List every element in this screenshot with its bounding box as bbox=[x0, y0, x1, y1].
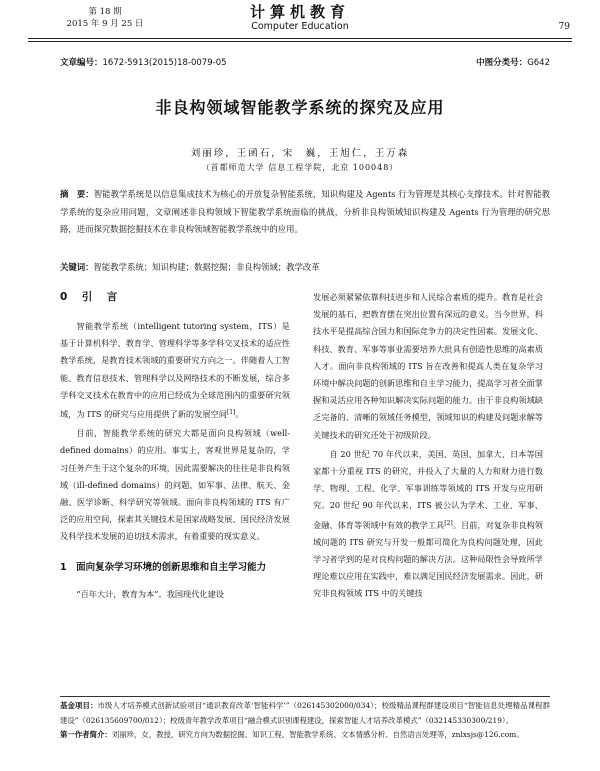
intro-paragraph-1-end: 。 bbox=[235, 409, 244, 420]
article-id-value: 1672-5913(2015)18-0079-05 bbox=[102, 58, 227, 68]
intro-paragraph-2: 目前，智能教学系统的研究大都是面向良构领域（well-defined domains）的应用。事实上，客观世界是复杂的，学习任务产生于这个复杂的环境，因此需要解决的往往是非良构领域（ill-defined domains）的问题，如军事、法律、航天、金融、医学诊断、科学研究等领域。面向非良构领域的 ITS 有广泛的应用空间，探索其关键技术是国家战略发展、国民经济发展及科学技术发展的迫切技术需求，有着重要的现实意义。 bbox=[60, 428, 290, 542]
journal-name-cn: 计算机教育 bbox=[249, 3, 350, 21]
footnote-rule bbox=[60, 696, 550, 697]
section-heading-intro: 0 引 言 bbox=[60, 291, 120, 303]
abstract bbox=[60, 186, 550, 239]
issue-number: 第 18 期 bbox=[88, 7, 122, 17]
author-bio-label: 第一作者简介： bbox=[60, 730, 112, 740]
section-1-paragraph-1: “百年大计，教育为本”。我国现代化建设 bbox=[76, 588, 224, 599]
fund-label: 基金项目： bbox=[60, 701, 98, 710]
clc-number bbox=[476, 56, 550, 68]
article-id-label: 文章编号： bbox=[60, 58, 103, 68]
paper-title: 非良构领域智能教学系统的探究及应用 bbox=[155, 98, 445, 117]
clc-label: 中图分类号： bbox=[476, 58, 528, 68]
author-bio-text: 刘丽珍，女，教授，研究方向为数据挖掘、知识工程、智能教学系统、文本情感分析、自然语言处理等，znlxsjs@126.com。 bbox=[111, 730, 524, 740]
section-1-paragraph-2 bbox=[313, 446, 543, 603]
journal-name-en: Computer Education bbox=[251, 21, 349, 32]
right-column bbox=[313, 289, 543, 603]
author-footnote bbox=[60, 728, 550, 743]
page-number: 79 bbox=[558, 22, 570, 32]
fund-text: 市级人才培养模式创新试验项目“通识教育改革‘智能科学’”（026145302000/034）；校级精品课程群建设项目“智能信息处理精品课程群建设”（026135609700/012）；校级青年教学改革项目“融合模式识别课程建设，探索智能人才培养改革模式”（032145330300/219）。 bbox=[60, 701, 550, 725]
keywords-label: 关键词： bbox=[60, 262, 94, 272]
issue-date: 2015 年 9 月 25 日 bbox=[66, 19, 144, 29]
header-rule-thin bbox=[28, 41, 572, 42]
author-list: 刘丽珍，王函石，宋 巍，王旭仁，王万森 bbox=[190, 148, 410, 159]
abstract-label: 摘 要： bbox=[60, 189, 94, 199]
section-1-paragraph-2-text: 自 20 世纪 70 年代以来，美国、英国、加拿大、日本等国家都十分重视 ITS 的研究，并投入了大量的人力和财力进行数学、物理、工程、化学、军事训练等领域的 ITS 开发与应用研究。20 世纪 90 年代以来，ITS 被公认为学术、工业、军事、金融、体育等领域中有效的教学工具 bbox=[313, 448, 543, 530]
keywords-text: 智能教学系统；知识构建；数据挖掘；非良构领域；教学改革 bbox=[93, 262, 320, 272]
affiliation: （首都师范大学 信息工程学院，北京 100048） bbox=[201, 163, 399, 172]
citation-2: [2] bbox=[444, 519, 453, 527]
keywords bbox=[60, 261, 550, 273]
issue-info bbox=[60, 6, 150, 30]
intro-paragraph-1-text: 智能教学系统（intelligent tutoring system，ITS）是基于计算机科学、教育学、管理科学等多学科交叉技术的适应性教学系统，是教育技术领域的重要研究方向之一。伴随着人工智能、教育信息技术、管理科学以及网络技术的不断发展，综合多学科交叉技术在教育中的应用已经成为全球范围内的重要研究领域，为 ITS 的研究与应用提供了新的发展空间 bbox=[60, 321, 290, 420]
journal-name bbox=[220, 4, 380, 33]
intro-paragraph-1 bbox=[60, 318, 290, 423]
article-id bbox=[60, 56, 227, 68]
abstract-text: 智能教学系统是以信息集成技术为核心的开放复杂智能系统，知识构建及 Agents 行为管理是其核心支撑技术。针对智能教学系统的复杂应用问题，文章阐述非良构领域下智能教学系统面临的挑战，分析非良构领域知识构建及 Agents 行为管理的研究思路，进而探究数据挖掘技术在非良构领域智能教学系统中的应用。 bbox=[60, 189, 550, 234]
left-column bbox=[60, 289, 290, 603]
citation-1: [1] bbox=[226, 409, 236, 417]
fund-footnote bbox=[60, 699, 550, 728]
header-rule bbox=[28, 38, 572, 39]
section-1-paragraph-1-cont: 发展必须紧紧依靠科技进步和人民综合素质的提升。教育是社会发展的基石，把教育摆在突出位置有深远的意义。当今世界，科技水平是提高综合国力和国际竞争力的决定性因素。发展文化、科技、教育、军事等事业需要培养大批具有创造性思维的高素质人才。面向非良构领域的 ITS 旨在改善和提高人类在复杂学习环境中解决问题的创新思维和自主学习能力，提高学习者全面掌握和灵活应用各种知识解决实际问题的能力。由于非良构领域缺乏完备的、清晰的领域任务模型，领域知识的构建及问题求解等关键技术的研究还处于初级阶段。 bbox=[313, 292, 543, 440]
section-heading-1: 1 面向复杂学习环境的创新思维和自主学习能力 bbox=[60, 561, 267, 573]
footnotes bbox=[60, 699, 550, 743]
section-1-paragraph-2-end: 。目前，对复杂非良构领域问题的 ITS 研究与开发一般都可简化为良构问题处理，因此学习者学到的是对良构问题的解决方法。这种局限性会导致所学理论难以应用在实践中，难以满足国民经济发展需求。因此，研究非良构领域 ITS 中的关键技 bbox=[313, 519, 543, 599]
clc-value: G642 bbox=[527, 58, 550, 68]
